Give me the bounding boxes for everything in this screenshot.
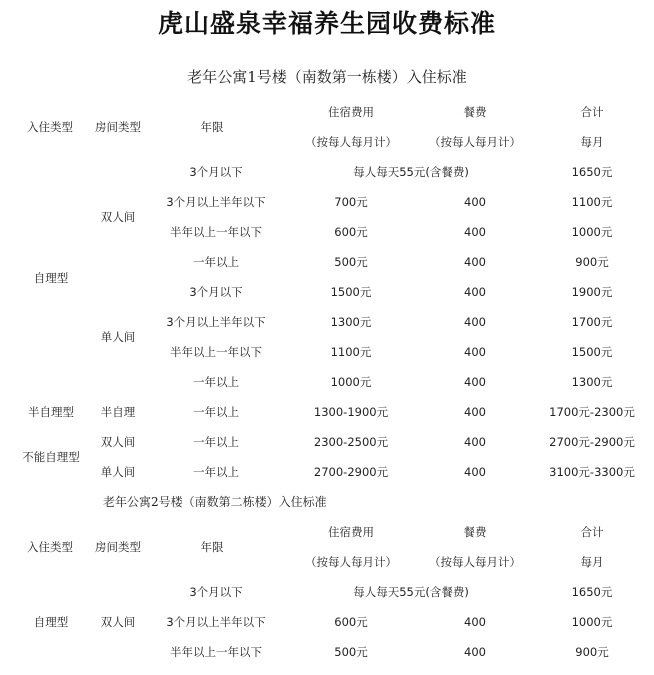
header-total-note: 每月 [580,135,604,149]
row-meal: 400 [464,345,486,359]
row-total: 1700元 [571,315,613,329]
row-meal: 400 [464,255,486,269]
header-lodging-note: （按每人每月计） [305,555,397,569]
row-total: 900元 [575,255,609,269]
row-period: 一年以上 [193,435,239,449]
row-lodging: 1100元 [330,345,372,359]
row-lodging: 1500元 [330,285,372,299]
row-lodging: 每人每天55元(含餐费) [353,165,469,179]
header-period: 年限 [200,120,224,134]
row-period: 3个月以上半年以下 [166,615,266,629]
room-type-single: 单人间 [100,330,136,344]
row-lodging: 500元 [334,255,368,269]
header-total: 合计 [580,105,604,119]
building2-subtitle: 老年公寓2号楼（南数第二栋楼）入住标准 [103,495,327,509]
row-meal: 400 [464,375,486,389]
room-type-single-2: 单人间 [100,465,136,479]
header-type: 入住类型 [27,540,73,554]
row-period: 一年以上 [193,255,239,269]
row-meal: 400 [464,615,486,629]
row-period: 半年以上一年以下 [170,225,262,239]
row-total: 900元 [575,645,609,659]
header-meal: 餐费 [463,525,487,539]
row-period: 3个月以下 [189,585,243,599]
header-lodging: 住宿费用 [328,105,374,119]
row-period: 3个月以上半年以下 [166,315,266,329]
row-lodging: 1300-1900元 [313,405,389,419]
row-period: 3个月以下 [189,285,243,299]
group-semi-self-care: 半自理型 [28,405,74,419]
row-total: 2700元-2900元 [549,435,635,449]
header-room: 房间类型 [95,540,141,554]
row-period: 3个月以上半年以下 [166,195,266,209]
header-room: 房间类型 [95,120,141,134]
row-period: 一年以上 [193,375,239,389]
row-meal: 400 [464,645,486,659]
room-type-double: 双人间 [100,210,136,224]
row-lodging: 600元 [334,615,368,629]
header-total: 合计 [580,525,604,539]
row-lodging: 700元 [334,195,368,209]
row-total: 1650元 [571,585,613,599]
room-type-double-2: 双人间 [100,435,136,449]
group-non-self-care: 不能自理型 [22,450,80,464]
building1-subtitle: 老年公寓1号楼（南数第一栋楼）入住标准 [187,68,467,86]
row-lodging: 600元 [334,225,368,239]
header-lodging: 住宿费用 [328,525,374,539]
room-type-double: 双人间 [100,615,136,629]
row-total: 1650元 [571,165,613,179]
row-lodging: 2700-2900元 [313,465,389,479]
header-type: 入住类型 [27,120,73,134]
group-self-care: 自理型 [33,615,69,629]
row-period: 3个月以下 [189,165,243,179]
row-total: 3100元-3300元 [549,465,635,479]
group-self-care: 自理型 [33,271,69,285]
row-lodging: 500元 [334,645,368,659]
row-total: 1900元 [571,285,613,299]
row-meal: 400 [464,195,486,209]
room-type-semi: 半自理 [100,405,136,419]
page-title: 虎山盛泉幸福养生园收费标准 [157,9,496,38]
row-period: 半年以上一年以下 [170,645,262,659]
row-lodging: 1000元 [330,375,372,389]
row-period: 一年以上 [193,405,239,419]
row-meal: 400 [464,285,486,299]
row-total: 1700元-2300元 [549,405,635,419]
header-lodging-note: （按每人每月计） [305,135,397,149]
row-total: 1100元 [571,195,613,209]
row-total: 1000元 [571,615,613,629]
row-total: 1000元 [571,225,613,239]
header-meal: 餐费 [463,105,487,119]
header-meal-note: （按每人每月计） [429,135,521,149]
row-total: 1300元 [571,375,613,389]
row-lodging: 1300元 [330,315,372,329]
row-period: 一年以上 [193,465,239,479]
row-meal: 400 [464,225,486,239]
row-meal: 400 [464,465,486,479]
row-meal: 400 [464,315,486,329]
header-period: 年限 [200,540,224,554]
row-meal: 400 [464,405,486,419]
row-lodging: 每人每天55元(含餐费) [353,585,469,599]
header-meal-note: （按每人每月计） [429,555,521,569]
row-meal: 400 [464,435,486,449]
header-total-note: 每月 [580,555,604,569]
row-lodging: 2300-2500元 [313,435,389,449]
row-period: 半年以上一年以下 [170,345,262,359]
row-total: 1500元 [571,345,613,359]
